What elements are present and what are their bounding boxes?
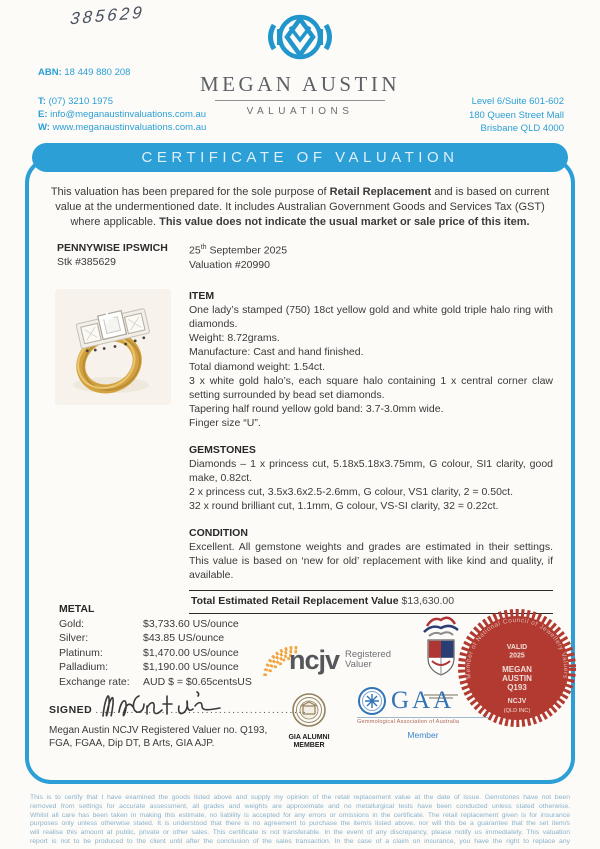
gaa-wordmark: GAA (391, 687, 455, 714)
fine-print-line: purposes only unless otherwise stated. It is understood that there is no agreement to purchase the item/s listed above, nor will this be a guarantee that the set item/s (30, 820, 570, 828)
email-value: info@meganaustinvaluations.com.au (50, 109, 207, 120)
seal-valuer-code: Q193 (507, 683, 527, 692)
valuation-number: Valuation #20990 (189, 258, 270, 271)
signature (95, 682, 225, 726)
signed-section (49, 704, 307, 750)
gaa-caption: Gemmological Association of Australia (357, 717, 489, 725)
fine-print-line: Whilst all care has been taken in making this estimate, no liability is accepted for any errors or omissions in the certificate. The retail replacement given is for insurance (30, 811, 570, 819)
ncjv-caption-line: Registered (345, 648, 391, 660)
purpose-paragraph (45, 185, 555, 230)
metal-row (59, 660, 252, 675)
ring-photo-column (55, 289, 189, 614)
stock-number: Stk #385629 (57, 256, 116, 268)
item-line: Tapering half round yellow gold band: 3.7-3.0mm wide. (189, 403, 444, 416)
metal-row (59, 617, 252, 632)
ncjv-caption-line: Valuer (345, 659, 372, 670)
condition-block (189, 526, 553, 583)
gaa-member-logo (357, 686, 489, 740)
website-line (38, 121, 206, 134)
seal-name-line: AUSTIN (502, 674, 532, 683)
phone-value: (07) 3210 1975 (48, 96, 114, 107)
valuer-credentials-line: Megan Austin NCJV Registered Valuer no. Q193, (49, 725, 268, 736)
signed-label: SIGNED (49, 704, 93, 716)
metal-row (59, 646, 252, 661)
seal-arc-text: Member of National Council of Jewellery Valuers (464, 616, 570, 680)
metal-heading: METAL (59, 603, 95, 615)
fine-print-disclaimer (30, 794, 570, 847)
brand-logo-icon (262, 10, 338, 68)
metal-value: $43.85 US/ounce (143, 632, 225, 644)
item-line: Manufacture: Cast and hand finished. (189, 346, 364, 359)
item-line: One lady’s stamped (750) 18ct yellow gold and white gold triple halo ring with diamonds. (189, 303, 553, 330)
brand-name: MEGAN AUSTIN (199, 72, 401, 96)
item-block (189, 289, 553, 431)
item-heading: ITEM (189, 289, 215, 302)
metal-value: AUD $ = $0.65centsUS (143, 675, 252, 688)
item-line: Total diamond weight: 1.54ct. (189, 360, 325, 373)
address-line: 180 Queen Street Mall (468, 109, 564, 121)
total-value-label: Total Estimated Retail Replacement Value (191, 595, 399, 608)
date-ordinal: th (200, 244, 207, 251)
item-text-column (189, 289, 553, 614)
client-name: PENNYWISE IPSWICH (57, 242, 168, 254)
metal-label: Silver: (59, 632, 89, 644)
address-line: Level 6/Suite 601-602 (471, 96, 564, 107)
metal-row (59, 631, 252, 646)
ncjv-wordmark: ncjv (289, 645, 340, 675)
fine-print-line: report is not to be produced to the client until after the conclusion of the sales transaction. In the case of a claim on insurance, you have the right to replace any (30, 837, 570, 845)
metal-label: Platinum: (59, 646, 103, 659)
item-section (55, 289, 553, 614)
certificate-banner: CERTIFICATE OF VALUATION (32, 143, 568, 172)
item-line: Weight: 8.72grams. (189, 332, 280, 345)
metal-label: Palladium: (59, 661, 109, 673)
brand-subtitle: VALUATIONS (246, 106, 354, 117)
gemstones-block (189, 443, 553, 514)
intro-text: and is based on current value at the undermentioned date. It includes Australian Government Goods and Services Tax (GST) where applicable. (55, 186, 550, 228)
metal-section (59, 602, 252, 689)
gemstones-line: Diamonds – 1 x princess cut, 5.18x5.18x3.75mm, G colour, SI1 clarity, good make, 0.82ct. (189, 457, 553, 484)
item-line: Finger size “U”. (189, 417, 261, 430)
gemstones-line: 2 x princess cut, 3.5x3.6x2.5-2.6mm, G colour, VS1 clarity, 2 = 0.50ct. (189, 486, 513, 499)
handwritten-stock-number: 385629 (69, 2, 146, 29)
date-rest: September 2025 (206, 244, 288, 257)
date-day: 25 (189, 244, 201, 257)
item-line: 3 x white gold halo’s, each square halo containing 1 x central corner claw setting surrounded by bead set diamonds. (189, 374, 553, 401)
gia-caption-line: MEMBER (293, 741, 325, 749)
abn-value: 18 449 880 208 (64, 67, 131, 78)
abn-label: ABN: (38, 67, 62, 78)
ncjv-caption (345, 650, 391, 671)
gaa-emblem-icon (357, 686, 387, 716)
condition-text: Excellent. All gemstone weights and grades are estimated in their settings. This value is based on ‘new for old’ replacement with like kind and quality, if available. (189, 540, 553, 582)
ring-photo (55, 289, 171, 405)
seal-org: NCJV (507, 698, 527, 705)
metal-value: $1,470.00 US/ounce (143, 646, 239, 659)
intro-bold-disclaimer: This value does not indicate the usual market or sale price of this item. (159, 216, 530, 228)
gemstones-heading: GEMSTONES (189, 443, 256, 456)
certificate-body (25, 157, 575, 784)
address-line: Brisbane QLD 4000 (480, 123, 564, 134)
seal-org-sub: (QLD INC) (503, 708, 531, 714)
valuer-credentials-line: FGA, FGAA, Dip DT, B Arts, GIA AJP. (49, 738, 215, 749)
address-block (469, 95, 564, 136)
metal-value: $3,733.60 US/ounce (143, 617, 239, 630)
gia-caption-line: GIA ALUMNI (288, 734, 330, 741)
signature-dotted-line: ................................................ (95, 704, 308, 716)
metal-label: Gold: (59, 617, 85, 630)
valuation-date (189, 241, 287, 258)
fine-print-line: This is to certify that I have examined the goods listed above and supply my opinion of the retail replacement value at the date of issue. Gemstones have not been (30, 794, 570, 801)
condition-heading: CONDITION (189, 526, 248, 539)
seal-name-line: MEGAN (502, 665, 532, 674)
gemstones-line: 32 x round brilliant cut, 1.1mm, G colour, VS-SI clarity, 32 = 0.22ct. (189, 500, 499, 513)
intro-text: This valuation has been prepared for the sole purpose of (50, 186, 330, 198)
website-label: W: (38, 122, 50, 133)
phone-label: T: (38, 96, 46, 107)
website-value: www.meganaustinvaluations.com.au (52, 122, 207, 133)
ncjv-registered-valuer-logo (259, 638, 409, 682)
gaa-member-label: Member (407, 730, 439, 740)
metal-value: $1,190.00 US/ounce (143, 661, 239, 673)
seal-valid: VALID (506, 644, 528, 651)
brand-rule (215, 100, 385, 101)
metal-label: Exchange rate: (59, 675, 130, 688)
fine-print-line: removed from settings for accurate assessment, all grades and weights are approximate and no metallurgical tests have been conducted unless stated otherwise. (30, 802, 570, 810)
seal-year: 2025 (509, 652, 525, 660)
fine-print-line: will realise this amount at public, private or other sales. This certificate is not transferable. In the event of any discrepancy, please notify us immediately. This valuation (30, 829, 570, 837)
total-value-amount: $13,630.00 (401, 595, 455, 608)
footer-region (33, 602, 570, 774)
email-label: E: (38, 109, 48, 120)
reference-row (57, 241, 571, 272)
intro-bold-retail-replacement: Retail Replacement (329, 186, 432, 198)
